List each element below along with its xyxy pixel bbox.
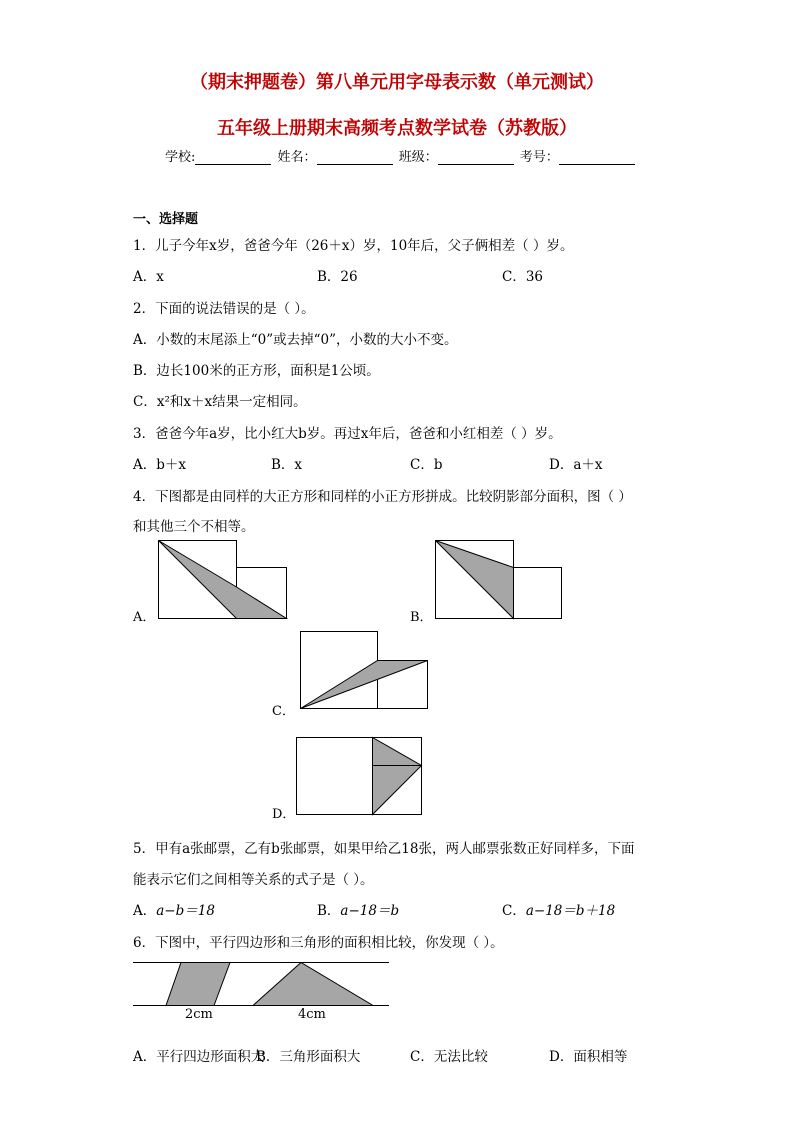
- q1-option-c[interactable]: C．36: [502, 269, 544, 285]
- class-label: 班级：: [398, 150, 438, 165]
- q1-stem: 1．儿子今年x岁，爸爸今年（26＋x）岁，10年后，父子俩相差（ ）岁。: [133, 238, 574, 254]
- q3-option-d[interactable]: D．a＋x: [549, 457, 603, 473]
- q4-label-a[interactable]: A．: [133, 610, 156, 625]
- q5-option-b-label: B．: [317, 903, 341, 919]
- title-line-1: （期末押题卷）第八单元用字母表示数（单元测试）: [190, 72, 604, 93]
- q2-stem: 2．下面的说法错误的是（ ）。: [133, 301, 315, 317]
- triangle: [253, 963, 373, 1006]
- name-label: 姓名：: [277, 150, 317, 165]
- q4-stem-line-1: 4．下图都是由同样的大正方形和同样的小正方形拼成。比较阴影部分面积，图（ ）: [133, 489, 632, 505]
- q5-option-a[interactable]: [133, 899, 215, 919]
- q6-option-a[interactable]: A．平行四边形面积大: [133, 1049, 265, 1065]
- q4-label-d[interactable]: D．: [272, 807, 296, 822]
- small-square: [514, 568, 562, 619]
- q6-option-d[interactable]: D．面积相等: [549, 1049, 628, 1065]
- q2-option-b[interactable]: B．边长100米的正方形，面积是1公顷。: [133, 363, 380, 379]
- q5-stem-line-1: 5．甲有a张邮票，乙有b张邮票，如果甲给乙18张，两人邮票张数正好同样多，下面: [133, 841, 635, 857]
- q6-label-2cm: 2cm: [185, 1007, 213, 1022]
- class-blank[interactable]: [438, 152, 514, 165]
- q4-figure-d: [296, 737, 426, 817]
- school-blank[interactable]: [195, 152, 271, 165]
- q4-figure-c: [300, 631, 430, 711]
- q5-option-c-label: C．: [502, 903, 526, 919]
- q5-option-b-expr: a−18＝b: [340, 903, 400, 919]
- q3-option-a[interactable]: A．b＋x: [133, 457, 187, 473]
- shaded-region: [159, 541, 287, 619]
- q4-label-b[interactable]: B．: [410, 610, 433, 625]
- q3-option-c[interactable]: C．b: [410, 457, 443, 473]
- q5-option-b[interactable]: [317, 899, 399, 919]
- q4-label-c[interactable]: C．: [272, 704, 295, 719]
- section-title: 一、选择题: [133, 212, 199, 227]
- q5-option-a-label: A．: [133, 903, 157, 919]
- exam-no-blank[interactable]: [559, 152, 635, 165]
- exam-no-label: 考号：: [519, 150, 559, 165]
- q6-option-b[interactable]: B．三角形面积大: [256, 1049, 361, 1065]
- student-info-row: [165, 146, 637, 165]
- name-blank[interactable]: [317, 152, 393, 165]
- q4-figure-b: [435, 540, 565, 620]
- q4-figure-a: [158, 540, 288, 620]
- q5-option-a-expr: a−b＝18: [156, 903, 215, 919]
- big-square: [297, 738, 373, 815]
- q5-stem-line-2: 能表示它们之间相等关系的式子是（ ）。: [133, 872, 374, 888]
- shaded-region: [373, 738, 422, 815]
- shaded-region: [301, 661, 428, 709]
- title-line-2: 五年级上册期末高频考点数学试卷（苏教版）: [217, 118, 577, 139]
- q2-option-a[interactable]: A．小数的末尾添上“0”或去掉“0”，小数的大小不变。: [133, 332, 458, 348]
- q6-stem: 6．下图中，平行四边形和三角形的面积相比较，你发现（ ）。: [133, 935, 504, 951]
- q5-option-c-expr: a−18＝b＋18: [525, 903, 616, 919]
- q6-option-c[interactable]: C．无法比较: [410, 1049, 488, 1065]
- shaded-region: [436, 541, 514, 619]
- q2-option-c[interactable]: C．x²和x＋x结果一定相同。: [133, 394, 307, 410]
- school-label: 学校:: [165, 150, 196, 165]
- q5-option-c[interactable]: [502, 899, 615, 919]
- q1-option-a[interactable]: A．x: [133, 269, 164, 285]
- q6-figure: [133, 962, 393, 1008]
- q3-option-b[interactable]: B．x: [271, 457, 303, 473]
- q3-stem: 3．爸爸今年a岁，比小红大b岁。再过x年后，爸爸和小红相差（ ）岁。: [133, 426, 562, 442]
- q6-label-4cm: 4cm: [298, 1007, 326, 1022]
- q1-option-b[interactable]: B．26: [317, 269, 358, 285]
- q4-stem-line-2: 和其他三个不相等。: [133, 519, 255, 535]
- parallelogram: [166, 963, 230, 1006]
